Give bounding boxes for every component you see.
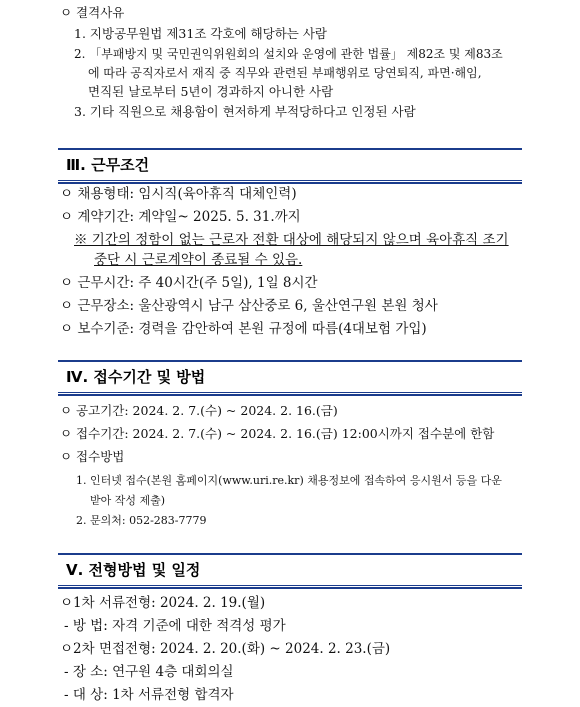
item-number: 1.: [74, 26, 86, 41]
item-text: 인터넷 접수(본원 홈페이지(www.uri.re.kr) 채용정보에 접속하여 응시원서 등을 다운: [90, 474, 502, 487]
document-screening: ㅇ1차 서류전형: 2024. 2. 19.(월): [60, 595, 266, 611]
working-hours: ㅇ 근무시간: 주 40시간(주 5일), 1일 8시간: [60, 275, 318, 291]
application-method-2: [76, 512, 207, 530]
item-number: 1.: [76, 474, 87, 487]
item-text: 「부패방지 및 국민권익위원회의 설치와 운영에 관한 법률」 제82조 및 제83조: [89, 47, 503, 61]
application-method-heading: ㅇ 접수방법: [60, 449, 125, 464]
item-text: 문의처: 052-283-7779: [90, 514, 207, 527]
employment-type: ㅇ 채용형태: 임시직(육아휴직 대체인력): [60, 186, 297, 202]
section-header-working-conditions: [58, 148, 522, 181]
contract-note: ※ 기간의 정함이 없는 근로자 전환 대상에 해당되지 않으며 육아휴직 조기: [74, 232, 509, 248]
disqualification-item-2: [74, 45, 503, 63]
section-title: Ⅳ. 접수기간 및 방법: [66, 368, 206, 386]
disqualification-heading: ㅇ 결격사유: [60, 5, 125, 20]
contract-period: ㅇ 계약기간: 계약일~ 2025. 5. 31.까지: [60, 209, 301, 225]
interview-screening: ㅇ2차 면접전형: 2024. 2. 20.(화) ~ 2024. 2. 23.(금): [60, 641, 391, 657]
item-number: 2.: [74, 47, 86, 61]
disqualification-item-1: [74, 25, 327, 43]
application-method-1: [76, 472, 502, 490]
disqualification-item-2-cont-2: 면직된 날로부터 5년이 경과하지 아니한 사람: [88, 84, 334, 99]
section-header-screening: [58, 553, 522, 586]
application-period: ㅇ 접수기간: 2024. 2. 7.(수) ~ 2024. 2. 16.(금) 12:00시까지 접수분에 한함: [60, 426, 495, 441]
notice-period: ㅇ 공고기간: 2024. 2. 7.(수) ~ 2024. 2. 16.(금): [60, 403, 338, 418]
interview-place: - 장 소: 연구원 4층 대회의실: [64, 664, 234, 680]
interview-target: - 대 상: 1차 서류전형 합격자: [64, 687, 234, 703]
item-number: 3.: [74, 104, 86, 119]
application-method-1-cont: 받아 작성 제출): [90, 494, 166, 507]
disqualification-item-3: [74, 103, 416, 121]
work-place: ㅇ 근무장소: 울산광역시 남구 삼산중로 6, 울산연구원 본원 청사: [60, 298, 438, 314]
salary-standard: ㅇ 보수기준: 경력을 감안하여 본원 규정에 따름(4대보험 가입): [60, 321, 427, 337]
item-number: 2.: [76, 514, 87, 527]
contract-note-cont: 중단 시 근로계약이 종료될 수 있음.: [94, 252, 303, 268]
document-screening-method: - 방 법: 자격 기준에 대한 적격성 평가: [64, 618, 286, 634]
section-title: Ⅲ. 근무조건: [66, 156, 150, 174]
item-text: 기타 직원으로 채용함이 현저하게 부적당하다고 인정된 사람: [89, 104, 416, 119]
disqualification-item-2-cont-1: 에 따라 공직자로서 재직 중 직무와 관련된 부패행위로 당연퇴직, 파면·해임,: [88, 66, 482, 80]
item-text: 지방공무원법 제31조 각호에 해당하는 사람: [89, 26, 327, 41]
section-header-application: [58, 360, 522, 393]
section-title: Ⅴ. 전형방법 및 일정: [66, 561, 201, 579]
